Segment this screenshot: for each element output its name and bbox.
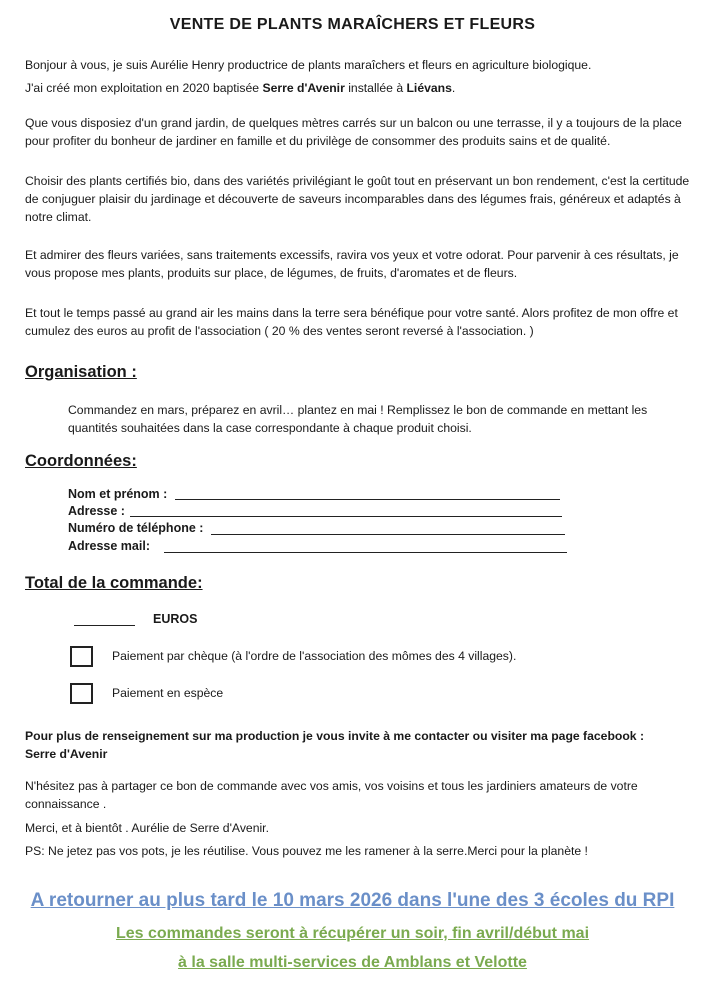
pickup-location: à la salle multi-services de Amblans et Velotte	[178, 954, 527, 971]
farm-name: Serre d'Avenir	[262, 81, 345, 95]
field-label-phone: Numéro de téléphone :	[68, 521, 204, 535]
paragraph-flowers: Et admirer des fleurs variées, sans traitements excessifs, ravira vos yeux et votre odorat. Pour parvenir à ces résultats, je vous propose mes plants, produits sur place, de légumes, de fruits, d'aromates et de fleurs.	[25, 248, 679, 280]
field-label-address: Adresse :	[68, 504, 125, 518]
intro-text-e: .	[451, 81, 456, 95]
intro-text-a: J'ai créé mon exploitation en 2020 baptisée	[25, 81, 263, 95]
ps-text: PS: Ne jetez pas vos pots, je les réutilise. Vous pouvez me les ramener à la serre.Merci pour la planète !	[25, 844, 588, 858]
pickup-info: Les commandes seront à récupérer un soir, fin avril/début mai	[115, 925, 590, 942]
paragraph-health: Et tout le temps passé au grand air les mains dans la terre sera bénéfique pour votre santé. Alors profitez de mon offre et cumulez des euros au profit de l'association ( 20 % des ventes seront reversé à l'association. )	[25, 306, 678, 338]
currency-label: EUROS	[153, 612, 198, 626]
page-title: VENTE DE PLANTS MARAÎCHERS ET FLEURS	[169, 16, 536, 33]
total-heading: Total de la commande:	[25, 574, 203, 592]
facebook-page: Serre d'Avenir	[25, 747, 108, 761]
cheque-label: Paiement par chèque (à l'ordre de l'association des mômes des 4 villages).	[112, 649, 517, 663]
intro-text-c: installée à	[344, 81, 407, 95]
paragraph-bio: Choisir des plants certifiés bio, dans des variétés privilégiant le goût tout en préservant un bon rendement, c'est la certitude de conjuguer plaisir du jardinage et découverte de saveurs incomparables dans des légumes frais, généreux et adaptés à notre climat.	[25, 174, 690, 224]
total-amount-field[interactable]	[74, 625, 135, 626]
organisation-text: Commandez en mars, préparez en avril… plantez en mai ! Remplissez le bon de commande en mettant les quantités souhaitées dans la case correspondante à chaque produit choisi.	[68, 403, 648, 435]
coordonnees-heading: Coordonnées:	[25, 452, 137, 470]
field-label-name: Nom et prénom :	[68, 487, 168, 501]
thanks-text: Merci, et à bientôt . Aurélie de Serre d'Avenir.	[25, 821, 269, 835]
cash-checkbox[interactable]	[70, 683, 93, 704]
field-label-email: Adresse mail:	[68, 539, 150, 553]
cash-label: Paiement en espèce	[112, 686, 224, 700]
intro-line-2	[25, 79, 690, 97]
organisation-heading: Organisation :	[25, 363, 137, 381]
email-field[interactable]	[164, 552, 567, 553]
name-field[interactable]	[175, 499, 560, 500]
return-deadline: A retourner au plus tard le 10 mars 2026 dans l'une des 3 écoles du RPI	[30, 890, 675, 911]
contact-text: Pour plus de renseignement sur ma production je vous invite à me contacter ou visiter ma page facebook :	[25, 729, 645, 743]
share-text: N'hésitez pas à partager ce bon de commande avec vos amis, vos voisins et tous les jardiniers amateurs de votre connaissance .	[25, 779, 638, 811]
address-field[interactable]	[130, 516, 562, 517]
intro-line-1: Bonjour à vous, je suis Aurélie Henry productrice de plants maraîchers et fleurs en agriculture biologique.	[25, 58, 592, 72]
paragraph-garden: Que vous disposiez d'un grand jardin, de quelques mètres carrés sur un balcon ou une terrasse, il y a toujours de la place pour profiter du bonheur de jardiner en famille et du privilège de consommer des produits sains et de qualité.	[25, 116, 682, 148]
cheque-checkbox[interactable]	[70, 646, 93, 667]
town-name: Liévans	[406, 81, 452, 95]
phone-field[interactable]	[211, 534, 565, 535]
